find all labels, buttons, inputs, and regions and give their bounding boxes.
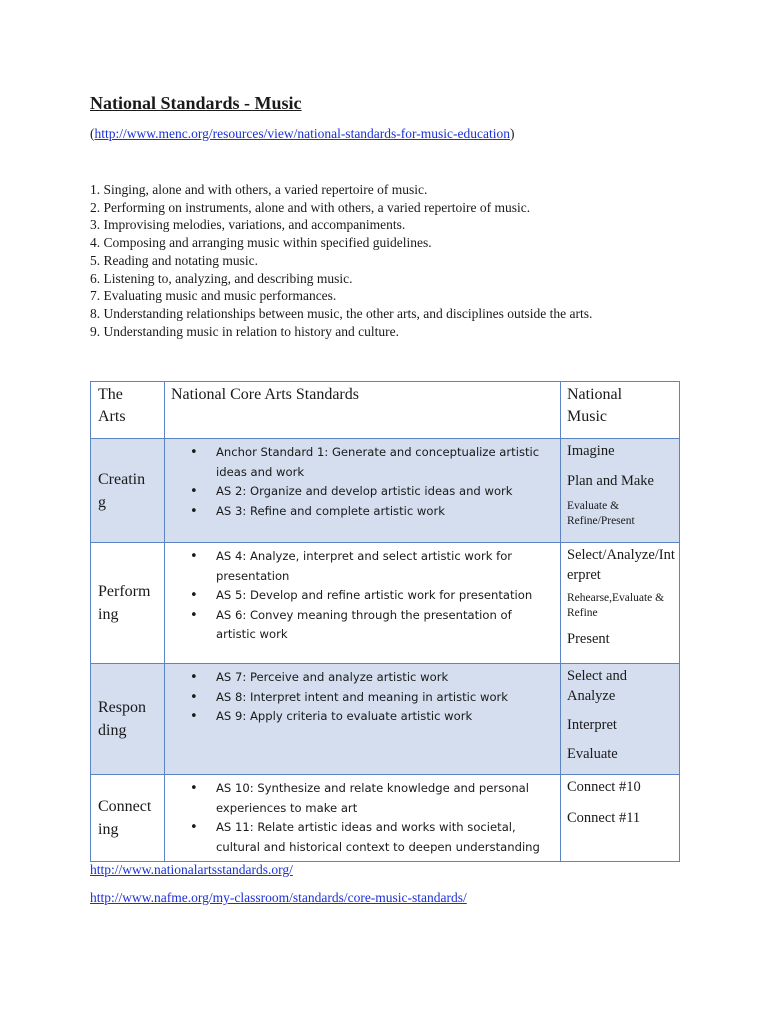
table-row-responding xyxy=(91,664,680,775)
area-label-line: Creatin xyxy=(98,470,146,488)
standard-item: 3. Improvising melodies, variations, and accompaniments. xyxy=(90,217,406,233)
area-label-line: Respon xyxy=(98,699,146,716)
music-process-cell xyxy=(561,439,680,543)
standard-item: 6. Listening to, analyzing, and describing music. xyxy=(90,270,353,286)
area-label-line: ding xyxy=(98,722,127,739)
anchor-standards-list xyxy=(165,543,560,645)
table-row-creating xyxy=(91,439,680,543)
area-label-line: g xyxy=(98,493,106,511)
area-cell xyxy=(91,664,165,775)
national-arts-standards-link[interactable]: http://www.nationalartsstandards.org/ xyxy=(90,862,293,877)
header-arts-line: Arts xyxy=(98,408,126,425)
open-paren: ( xyxy=(90,126,95,141)
anchor-standards-cell xyxy=(165,775,561,862)
anchor-standards-list xyxy=(165,775,560,857)
close-paren: ) xyxy=(509,126,515,141)
header-music-line: Music xyxy=(567,408,607,425)
anchor-standards-cell xyxy=(165,439,561,543)
music-process-item: Present xyxy=(567,631,610,647)
music-process-item: Connect #10 xyxy=(567,779,641,795)
music-process-item: Rehearse,Evaluate & Refine xyxy=(567,592,665,619)
table-row-connecting xyxy=(91,775,680,862)
standard-item: 2. Performing on instruments, alone and with others, a varied repertoire of music. xyxy=(90,199,531,215)
standard-item: 1. Singing, alone and with others, a varied repertoire of music. xyxy=(90,182,428,197)
anchor-standard-item: • AS 6: Convey meaning through the presentation of artistic work xyxy=(189,606,552,645)
reference-link-row xyxy=(90,862,293,878)
area-cell xyxy=(91,439,165,543)
music-process-item: Plan and Make xyxy=(567,473,654,489)
area-label-line: Perform xyxy=(98,583,151,600)
anchor-standard-item: • AS 7: Perceive and analyze artistic work xyxy=(189,668,552,688)
area-cell xyxy=(91,543,165,664)
header-core-label: National Core Arts Standards xyxy=(171,386,359,403)
nafme-core-music-standards-link[interactable]: http://www.nafme.org/my-classroom/standards/core-music-standards/ xyxy=(90,890,467,905)
source-line xyxy=(90,125,514,143)
music-process-item: Select/Analyze/Interpret xyxy=(567,547,675,583)
anchor-standards-cell xyxy=(165,664,561,775)
anchor-standard-item: • AS 11: Relate artistic ideas and works with societal, cultural and historical context to deepen understanding xyxy=(189,818,552,857)
header-national-music xyxy=(561,382,680,439)
music-process-item: Imagine xyxy=(567,443,615,459)
table-header-row xyxy=(91,382,680,439)
standards-comparison-table xyxy=(90,381,680,862)
header-arts-line: The xyxy=(98,386,123,403)
music-process-cell xyxy=(561,543,680,664)
music-process-item: Select and Analyze xyxy=(567,668,627,704)
area-label-line: ing xyxy=(98,821,119,838)
anchor-standard-item: • AS 8: Interpret intent and meaning in artistic work xyxy=(189,688,552,708)
anchor-standard-item: • AS 3: Refine and complete artistic work xyxy=(189,502,552,522)
anchor-standard-item: • AS 9: Apply criteria to evaluate artistic work xyxy=(189,707,552,727)
area-label-line: ing xyxy=(98,606,119,623)
standard-item: 7. Evaluating music and music performances. xyxy=(90,288,337,304)
anchor-standards-list xyxy=(165,664,560,727)
music-process-item: Evaluate & Refine/Present xyxy=(567,500,635,527)
anchor-standards-cell xyxy=(165,543,561,664)
standard-item: 4. Composing and arranging music within specified guidelines. xyxy=(90,235,432,251)
page-title: National Standards - Music xyxy=(90,93,302,113)
music-process-item: Evaluate xyxy=(567,746,618,762)
music-process-cell xyxy=(561,775,680,862)
music-process-item: Connect #11 xyxy=(567,810,641,826)
standard-item: 8. Understanding relationships between music, the other arts, and disciplines outside the arts. xyxy=(90,305,593,321)
header-music-line: National xyxy=(567,386,623,403)
music-process-item: Interpret xyxy=(567,717,617,733)
area-cell xyxy=(91,775,165,862)
table-row-performing xyxy=(91,543,680,664)
standard-item: 9. Understanding music in relation to history and culture. xyxy=(90,323,399,339)
anchor-standard-item: • AS 5: Develop and refine artistic work for presentation xyxy=(189,586,552,606)
standard-item: 5. Reading and notating music. xyxy=(90,252,258,268)
anchor-standard-item: • AS 4: Analyze, interpret and select artistic work for presentation xyxy=(189,547,552,586)
music-process-cell xyxy=(561,664,680,775)
menc-source-link[interactable]: http://www.menc.org/resources/view/national-standards-for-music-education xyxy=(94,126,510,141)
music-standards-list xyxy=(90,181,592,340)
anchor-standard-item: • AS 2: Organize and develop artistic ideas and work xyxy=(189,482,552,502)
header-arts xyxy=(91,382,165,439)
reference-link-row xyxy=(90,890,467,906)
anchor-standard-item: • AS 10: Synthesize and relate knowledge and personal experiences to make art xyxy=(189,779,552,818)
anchor-standard-item: • Anchor Standard 1: Generate and conceptualize artistic ideas and work xyxy=(189,443,552,482)
anchor-standards-list xyxy=(165,439,560,521)
area-label-line: Connect xyxy=(98,798,152,815)
header-core-standards xyxy=(165,382,561,439)
